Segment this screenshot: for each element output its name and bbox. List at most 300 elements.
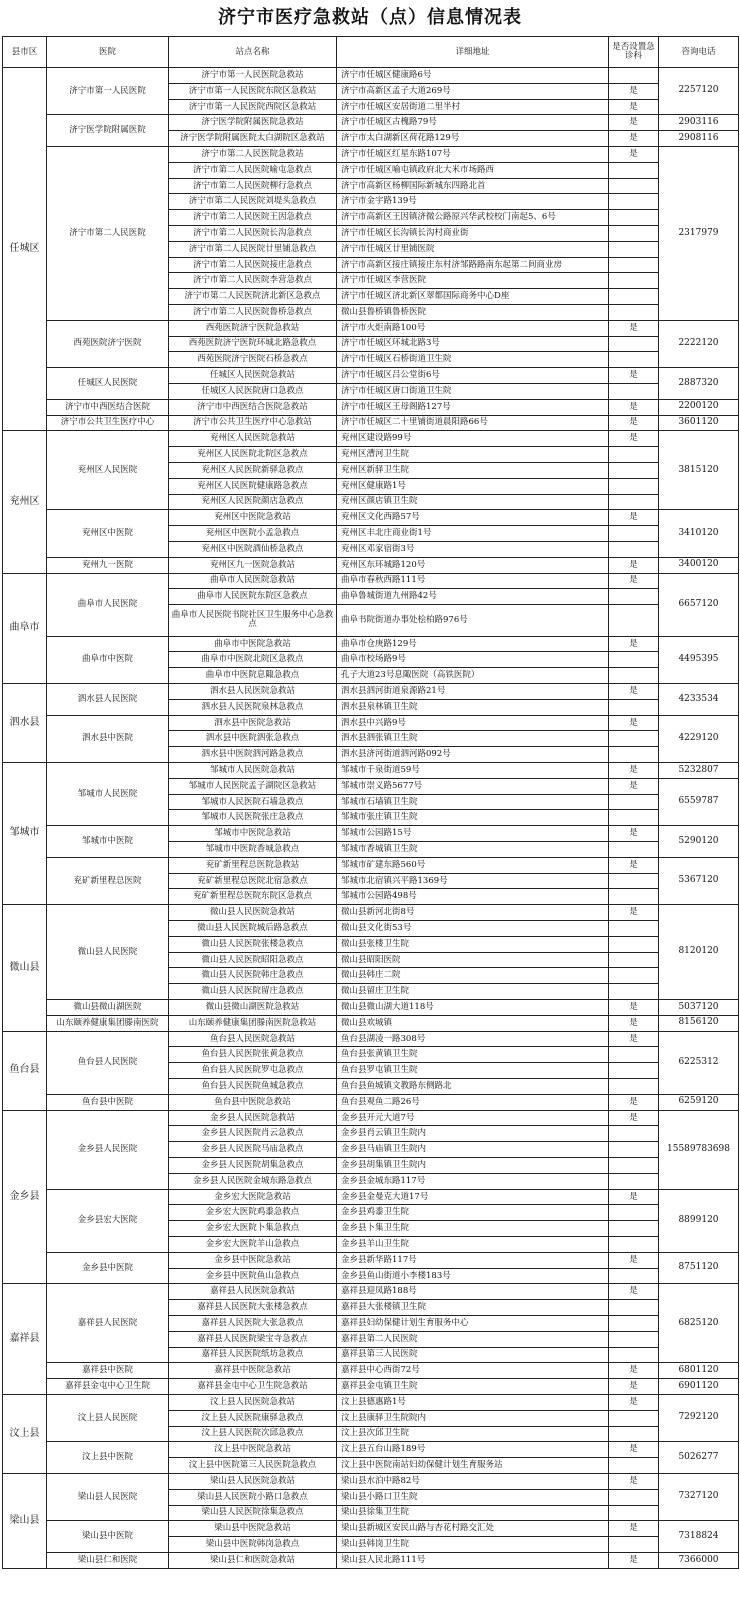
hospital-cell: 梁山县人民医院 bbox=[47, 1473, 169, 1520]
address-cell: 嘉祥县第三人民医院 bbox=[337, 1347, 609, 1363]
address-cell: 鱼台县湖凌一路308号 bbox=[337, 1031, 609, 1047]
address-cell: 济宁市高新区孟子大道269号 bbox=[337, 83, 609, 99]
station-name-cell: 嘉祥县金屯中心卫生院急救站 bbox=[169, 1379, 337, 1395]
table-row bbox=[3, 1363, 739, 1379]
address-cell: 曲阜书院街道办事处桧柏路976号 bbox=[337, 605, 609, 637]
station-name-cell: 济宁医学院附属医院急救站 bbox=[169, 115, 337, 131]
er-cell bbox=[609, 1426, 659, 1442]
phone-cell: 7292120 bbox=[659, 1394, 739, 1441]
address-cell: 嘉祥县第二人民医院 bbox=[337, 1331, 609, 1347]
station-name-cell: 汶上县人民医院次邱急救点 bbox=[169, 1426, 337, 1442]
station-name-cell: 金乡县中医院急救站 bbox=[169, 1252, 337, 1268]
address-cell: 微山县欢城镇 bbox=[337, 1015, 609, 1031]
er-cell: 是 bbox=[609, 115, 659, 131]
station-name-cell: 济宁市第二人民医院李营急救点 bbox=[169, 273, 337, 289]
er-cell: 是 bbox=[609, 368, 659, 384]
er-cell bbox=[609, 889, 659, 905]
address-cell: 汶上县康驿卫生院院内 bbox=[337, 1410, 609, 1426]
address-cell: 济宁市火炬南路100号 bbox=[337, 320, 609, 336]
address-cell: 微山县韩庄二院 bbox=[337, 968, 609, 984]
station-name-cell: 汶上县人民医院康驿急救点 bbox=[169, 1410, 337, 1426]
address-cell: 邹城市石墙镇卫生院 bbox=[337, 794, 609, 810]
station-name-cell: 兖矿新里程总医院急救站 bbox=[169, 857, 337, 873]
er-cell: 是 bbox=[609, 131, 659, 147]
hospital-cell: 嘉祥县金屯中心卫生院 bbox=[47, 1379, 169, 1395]
er-cell: 是 bbox=[609, 557, 659, 573]
address-cell: 邹城市公园路15号 bbox=[337, 826, 609, 842]
station-name-cell: 金乡县人民医院金城东路急救点 bbox=[169, 1173, 337, 1189]
station-name-cell: 鱼台县人民医院罗屯急救点 bbox=[169, 1063, 337, 1079]
address-cell: 邹城市香城镇卫生院 bbox=[337, 842, 609, 858]
er-cell bbox=[609, 699, 659, 715]
table-row bbox=[3, 1110, 739, 1126]
er-cell: 是 bbox=[609, 1442, 659, 1458]
phone-cell: 2257120 bbox=[659, 68, 739, 115]
er-cell: 是 bbox=[609, 320, 659, 336]
station-name-cell: 曲阜市人民医院书院社区卫生服务中心急救点 bbox=[169, 605, 337, 637]
hospital-cell: 鱼台县中医院 bbox=[47, 1094, 169, 1110]
station-name-cell: 微山县人民医院留庄急救点 bbox=[169, 984, 337, 1000]
phone-cell: 2887320 bbox=[659, 368, 739, 400]
station-name-cell: 嘉祥县人民医院梁宝寺急救点 bbox=[169, 1331, 337, 1347]
table-row bbox=[3, 1094, 739, 1110]
er-cell: 是 bbox=[609, 715, 659, 731]
phone-cell: 15589783698 bbox=[659, 1110, 739, 1189]
phone-cell: 6801120 bbox=[659, 1363, 739, 1379]
table-row bbox=[3, 146, 739, 162]
er-cell bbox=[609, 1047, 659, 1063]
hospital-cell: 济宁医学院附属医院 bbox=[47, 115, 169, 147]
er-cell bbox=[609, 1300, 659, 1316]
hospital-cell: 济宁市第一人民医院 bbox=[47, 68, 169, 115]
address-cell: 梁山县水泊中路82号 bbox=[337, 1473, 609, 1489]
page-title: 济宁市医疗急救站（点）信息情况表 bbox=[218, 7, 522, 28]
phone-cell: 6901120 bbox=[659, 1379, 739, 1395]
station-name-cell: 兖州区人民医院健康路急救点 bbox=[169, 478, 337, 494]
station-name-cell: 济宁市第一人民医院西院区急救站 bbox=[169, 99, 337, 115]
county-cell: 任城区 bbox=[3, 68, 47, 431]
er-cell: 是 bbox=[609, 83, 659, 99]
address-cell: 金乡县马庙镇卫生院内 bbox=[337, 1142, 609, 1158]
station-name-cell: 微山县人民医院张楼急救点 bbox=[169, 936, 337, 952]
address-cell: 泗水县泗河街道泉源路21号 bbox=[337, 684, 609, 700]
station-name-cell: 兖州区人民医院急救站 bbox=[169, 431, 337, 447]
hospital-cell: 金乡县中医院 bbox=[47, 1252, 169, 1284]
station-name-cell: 梁山县人民医院小路口急救点 bbox=[169, 1489, 337, 1505]
address-cell: 兖州区邓家宿街3号 bbox=[337, 541, 609, 557]
er-cell bbox=[609, 162, 659, 178]
table-row bbox=[3, 1252, 739, 1268]
er-cell bbox=[609, 225, 659, 241]
address-cell: 济宁市任城区红星东路107号 bbox=[337, 146, 609, 162]
phone-cell: 6825120 bbox=[659, 1284, 739, 1363]
table-row bbox=[3, 1031, 739, 1047]
station-name-cell: 任城区人民医院唐口急救点 bbox=[169, 383, 337, 399]
header-station: 站点名称 bbox=[169, 37, 337, 68]
phone-cell: 5290120 bbox=[659, 826, 739, 858]
station-name-cell: 兖矿新里程总医院东院区急救点 bbox=[169, 889, 337, 905]
station-name-cell: 济宁市第二人民医院柳行急救点 bbox=[169, 178, 337, 194]
address-cell: 兖州区颜店镇卫生院 bbox=[337, 494, 609, 510]
er-cell bbox=[609, 1173, 659, 1189]
address-cell: 济宁市高新区接庄镇接庄东村济邹路路南东起第二间商业房 bbox=[337, 257, 609, 273]
station-name-cell: 梁山县中医院急救站 bbox=[169, 1521, 337, 1537]
table-row bbox=[3, 1015, 739, 1031]
station-name-cell: 鱼台县中医院急救站 bbox=[169, 1094, 337, 1110]
address-cell: 微山县文化街53号 bbox=[337, 921, 609, 937]
er-cell bbox=[609, 273, 659, 289]
hospital-cell: 邹城市中医院 bbox=[47, 826, 169, 858]
station-name-cell: 任城区人民医院急救站 bbox=[169, 368, 337, 384]
address-cell: 济宁市任城区喻屯镇政府北大米市场路西 bbox=[337, 162, 609, 178]
table-row bbox=[3, 636, 739, 652]
er-cell bbox=[609, 1142, 659, 1158]
address-cell: 曲阜市仓庚路129号 bbox=[337, 636, 609, 652]
phone-cell: 3601120 bbox=[659, 415, 739, 431]
station-name-cell: 微山县人民医院急救站 bbox=[169, 905, 337, 921]
address-cell: 邹城市张庄镇卫生院 bbox=[337, 810, 609, 826]
er-cell bbox=[609, 984, 659, 1000]
station-name-cell: 兖州区人民医院新驿急救点 bbox=[169, 462, 337, 478]
address-cell: 嘉祥县迎凤路188号 bbox=[337, 1284, 609, 1300]
hospital-cell: 曲阜市中医院 bbox=[47, 636, 169, 683]
address-cell: 兖州区漕河卫生院 bbox=[337, 447, 609, 463]
address-cell: 济宁市任城区济北新区翠都国际商务中心D座 bbox=[337, 289, 609, 305]
er-cell bbox=[609, 794, 659, 810]
hospital-cell: 西苑医院济宁医院 bbox=[47, 320, 169, 367]
station-name-cell: 邹城市人民医院孟子湖院区急救站 bbox=[169, 778, 337, 794]
address-cell: 济宁市任城区环城北路3号 bbox=[337, 336, 609, 352]
station-name-cell: 曲阜市人民医院急救站 bbox=[169, 573, 337, 589]
phone-cell: 5037120 bbox=[659, 1000, 739, 1016]
hospital-cell: 鱼台县人民医院 bbox=[47, 1031, 169, 1094]
hospital-cell: 金乡县宏大医院 bbox=[47, 1189, 169, 1252]
station-name-cell: 济宁市第一人民医院东院区急救站 bbox=[169, 83, 337, 99]
station-name-cell: 金乡县人民医院马庙急救点 bbox=[169, 1142, 337, 1158]
station-name-cell: 汶上县中医院急救站 bbox=[169, 1442, 337, 1458]
hospital-cell: 曲阜市人民医院 bbox=[47, 573, 169, 636]
address-cell: 汶上县中医院南站妇幼保健计划生育服务站 bbox=[337, 1458, 609, 1474]
station-name-cell: 泗水县人民医院泉林急救点 bbox=[169, 699, 337, 715]
er-cell bbox=[609, 478, 659, 494]
er-cell: 是 bbox=[609, 1473, 659, 1489]
address-cell: 济宁市任城区唐口街道卫生院 bbox=[337, 383, 609, 399]
er-cell: 是 bbox=[609, 826, 659, 842]
station-name-cell: 邹城市人民医院石墙急救点 bbox=[169, 794, 337, 810]
phone-cell: 3815120 bbox=[659, 431, 739, 510]
station-name-cell: 济宁市第二人民医院长沟急救点 bbox=[169, 225, 337, 241]
address-cell: 金乡县新华路117号 bbox=[337, 1252, 609, 1268]
er-cell bbox=[609, 873, 659, 889]
station-name-cell: 鱼台县人民医院急救站 bbox=[169, 1031, 337, 1047]
er-cell bbox=[609, 178, 659, 194]
er-cell bbox=[609, 668, 659, 684]
station-name-cell: 济宁市第一人民医院急救站 bbox=[169, 68, 337, 84]
station-name-cell: 泗水县人民医院急救站 bbox=[169, 684, 337, 700]
station-name-cell: 济宁医学院附属医院太白湖院区急救站 bbox=[169, 131, 337, 147]
address-cell: 邹城市北宿镇兴平路1369号 bbox=[337, 873, 609, 889]
address-cell: 鱼台县鱼城镇文教路东侧路北 bbox=[337, 1079, 609, 1095]
er-cell bbox=[609, 1458, 659, 1474]
address-cell: 邹城市崇义路5677号 bbox=[337, 778, 609, 794]
address-cell: 微山县留庄卫生院 bbox=[337, 984, 609, 1000]
county-cell: 曲阜市 bbox=[3, 573, 47, 684]
er-cell bbox=[609, 1126, 659, 1142]
er-cell bbox=[609, 257, 659, 273]
hospital-cell: 微山县微山湖医院 bbox=[47, 1000, 169, 1016]
station-name-cell: 西苑医院济宁医院石桥急救点 bbox=[169, 352, 337, 368]
er-cell bbox=[609, 336, 659, 352]
station-name-cell: 济宁市第二人民医院刘堤头急救点 bbox=[169, 194, 337, 210]
county-cell: 嘉祥县 bbox=[3, 1284, 47, 1395]
er-cell bbox=[609, 541, 659, 557]
station-name-cell: 兖州区人民医院北院区急救点 bbox=[169, 447, 337, 463]
phone-cell: 2903116 bbox=[659, 115, 739, 131]
header-hospital: 医院 bbox=[47, 37, 169, 68]
county-cell: 梁山县 bbox=[3, 1473, 47, 1568]
county-cell: 兖州区 bbox=[3, 431, 47, 573]
er-cell: 是 bbox=[609, 684, 659, 700]
station-name-cell: 汶上县中医院第三人民医院急救点 bbox=[169, 1458, 337, 1474]
er-cell bbox=[609, 1221, 659, 1237]
hospital-cell: 济宁市第二人民医院 bbox=[47, 146, 169, 320]
table-row bbox=[3, 415, 739, 431]
hospital-cell: 汶上县人民医院 bbox=[47, 1394, 169, 1441]
phone-cell: 3410120 bbox=[659, 510, 739, 557]
phone-cell: 2222120 bbox=[659, 320, 739, 367]
er-cell: 是 bbox=[609, 763, 659, 779]
address-cell: 济宁市任城区李营医院 bbox=[337, 273, 609, 289]
er-cell bbox=[609, 1205, 659, 1221]
table-row bbox=[3, 115, 739, 131]
er-cell: 是 bbox=[609, 573, 659, 589]
er-cell bbox=[609, 352, 659, 368]
table-row bbox=[3, 573, 739, 589]
station-name-cell: 西苑医院济宁医院急救站 bbox=[169, 320, 337, 336]
address-cell: 梁山县韩岗卫生院 bbox=[337, 1537, 609, 1553]
station-name-cell: 微山县人民医院城后路急救点 bbox=[169, 921, 337, 937]
address-cell: 梁山县徐集卫生院 bbox=[337, 1505, 609, 1521]
address-cell: 兖州区新驿卫生院 bbox=[337, 462, 609, 478]
station-name-cell: 梁山县人民医院徐集急救点 bbox=[169, 1505, 337, 1521]
phone-cell: 8120120 bbox=[659, 905, 739, 1000]
er-cell bbox=[609, 1236, 659, 1252]
er-cell bbox=[609, 210, 659, 226]
er-cell bbox=[609, 921, 659, 937]
address-cell: 邹城市千泉街道59号 bbox=[337, 763, 609, 779]
station-name-cell: 泗水县中医院泗河路急救点 bbox=[169, 747, 337, 763]
address-cell: 济宁市任城区王母阁路127号 bbox=[337, 399, 609, 415]
address-cell: 金乡县卜集卫生院 bbox=[337, 1221, 609, 1237]
station-name-cell: 梁山县仁和医院急救站 bbox=[169, 1552, 337, 1568]
er-cell bbox=[609, 1489, 659, 1505]
er-cell bbox=[609, 289, 659, 305]
er-cell: 是 bbox=[609, 636, 659, 652]
address-cell: 济宁市高新区王因镇济微公路原兴华武校校门南起5、6号 bbox=[337, 210, 609, 226]
table-row bbox=[3, 431, 739, 447]
station-name-cell: 金乡宏大医院急救站 bbox=[169, 1189, 337, 1205]
table-row bbox=[3, 763, 739, 779]
station-name-cell: 金乡宏大医院鸡黍急救点 bbox=[169, 1205, 337, 1221]
header-address: 详细地址 bbox=[337, 37, 609, 68]
address-cell: 汶上县次邱卫生院 bbox=[337, 1426, 609, 1442]
header-county: 县市区 bbox=[3, 37, 47, 68]
er-cell: 是 bbox=[609, 1363, 659, 1379]
station-name-cell: 西苑医院济宁医院环城北路急救点 bbox=[169, 336, 337, 352]
er-cell bbox=[609, 194, 659, 210]
phone-cell: 6259120 bbox=[659, 1094, 739, 1110]
address-cell: 鱼台县张黄镇卫生院 bbox=[337, 1047, 609, 1063]
er-cell: 是 bbox=[609, 1552, 659, 1568]
address-cell: 兖州区健康路1号 bbox=[337, 478, 609, 494]
station-name-cell: 梁山县中医院韩岗急救点 bbox=[169, 1537, 337, 1553]
county-cell: 金乡县 bbox=[3, 1110, 47, 1284]
station-name-cell: 泗水县中医院泗张急救点 bbox=[169, 731, 337, 747]
station-name-cell: 金乡宏大医院羊山急救点 bbox=[169, 1236, 337, 1252]
er-cell bbox=[609, 731, 659, 747]
address-cell: 兖州区丰北庄商业街1号 bbox=[337, 526, 609, 542]
hospital-cell: 任城区人民医院 bbox=[47, 368, 169, 400]
er-cell bbox=[609, 1063, 659, 1079]
er-cell: 是 bbox=[609, 415, 659, 431]
header-er: 是否设置急诊科 bbox=[609, 37, 659, 68]
address-cell: 鱼台县观鱼二路26号 bbox=[337, 1094, 609, 1110]
phone-cell: 8751120 bbox=[659, 1252, 739, 1284]
address-cell: 兖州区东环城路120号 bbox=[337, 557, 609, 573]
station-name-cell: 金乡县人民医院肖云急救点 bbox=[169, 1126, 337, 1142]
table-row bbox=[3, 1284, 739, 1300]
station-name-cell: 邹城市中医院香城急救点 bbox=[169, 842, 337, 858]
hospital-cell: 邹城市人民医院 bbox=[47, 763, 169, 826]
phone-cell: 6657120 bbox=[659, 573, 739, 636]
hospital-cell: 汶上县中医院 bbox=[47, 1442, 169, 1474]
table-row bbox=[3, 557, 739, 573]
er-cell: 是 bbox=[609, 399, 659, 415]
table-row bbox=[3, 1189, 739, 1205]
er-cell: 是 bbox=[609, 1031, 659, 1047]
er-cell bbox=[609, 447, 659, 463]
address-cell: 金乡县金城东路117号 bbox=[337, 1173, 609, 1189]
er-cell: 是 bbox=[609, 1110, 659, 1126]
phone-cell: 5026277 bbox=[659, 1442, 739, 1474]
stations-table bbox=[2, 36, 739, 1569]
station-name-cell: 济宁市第二人民医院接庄急救点 bbox=[169, 257, 337, 273]
address-cell: 泗水县泗张镇卫生院 bbox=[337, 731, 609, 747]
address-cell: 微山县鲁桥镇鲁桥医院 bbox=[337, 304, 609, 320]
er-cell: 是 bbox=[609, 1394, 659, 1410]
er-cell bbox=[609, 1157, 659, 1173]
er-cell: 是 bbox=[609, 1252, 659, 1268]
hospital-cell: 山东颐养健康集团滕南医院 bbox=[47, 1015, 169, 1031]
phone-cell: 2317979 bbox=[659, 146, 739, 320]
er-cell: 是 bbox=[609, 1000, 659, 1016]
station-name-cell: 曲阜市人民医院东院区急救点 bbox=[169, 589, 337, 605]
station-name-cell: 微山县人民医院韩庄急救点 bbox=[169, 968, 337, 984]
station-name-cell: 济宁市第二人民医院廿里铺急救点 bbox=[169, 241, 337, 257]
address-cell: 金乡县鱼山街道小李楼183号 bbox=[337, 1268, 609, 1284]
hospital-cell: 兖州区人民医院 bbox=[47, 431, 169, 510]
address-cell: 嘉祥县大张楼镇卫生院 bbox=[337, 1300, 609, 1316]
er-cell bbox=[609, 462, 659, 478]
table-row bbox=[3, 1394, 739, 1410]
er-cell bbox=[609, 652, 659, 668]
address-cell: 鱼台县罗屯镇卫生院 bbox=[337, 1063, 609, 1079]
address-cell: 嘉祥县金屯镇卫生院 bbox=[337, 1379, 609, 1395]
phone-cell: 3400120 bbox=[659, 557, 739, 573]
address-cell: 济宁市任城区廿里铺医院 bbox=[337, 241, 609, 257]
er-cell: 是 bbox=[609, 778, 659, 794]
table-row bbox=[3, 1473, 739, 1489]
er-cell bbox=[609, 1331, 659, 1347]
address-cell: 泗水县泉林镇卫生院 bbox=[337, 699, 609, 715]
address-cell: 嘉祥县中心西街72号 bbox=[337, 1363, 609, 1379]
hospital-cell: 嘉祥县人民医院 bbox=[47, 1284, 169, 1363]
er-cell: 是 bbox=[609, 1521, 659, 1537]
address-cell: 微山县新河北街8号 bbox=[337, 905, 609, 921]
address-cell: 曲阜市春秋西路111号 bbox=[337, 573, 609, 589]
address-cell: 梁山县新城区安民山路与杏花村路交汇处 bbox=[337, 1521, 609, 1537]
table-row bbox=[3, 857, 739, 873]
table-row bbox=[3, 1521, 739, 1537]
er-cell bbox=[609, 526, 659, 542]
station-name-cell: 济宁市第二人民医院王因急救点 bbox=[169, 210, 337, 226]
er-cell: 是 bbox=[609, 1015, 659, 1031]
station-name-cell: 嘉祥县中医院急救站 bbox=[169, 1363, 337, 1379]
county-cell: 微山县 bbox=[3, 905, 47, 1031]
station-name-cell: 微山县人民医院昭阳急救点 bbox=[169, 952, 337, 968]
phone-cell: 6225312 bbox=[659, 1031, 739, 1094]
er-cell: 是 bbox=[609, 1189, 659, 1205]
station-name-cell: 兖州区人民医院颜店急救点 bbox=[169, 494, 337, 510]
address-cell: 泗水县中兴路9号 bbox=[337, 715, 609, 731]
er-cell bbox=[609, 68, 659, 84]
station-name-cell: 济宁市第二人民医院济北新区急救点 bbox=[169, 289, 337, 305]
address-cell: 济宁市太白湖新区荷花路129号 bbox=[337, 131, 609, 147]
address-cell: 泗水县济河街道泗河路092号 bbox=[337, 747, 609, 763]
table-body bbox=[3, 68, 739, 1569]
phone-cell: 6559787 bbox=[659, 778, 739, 825]
table-row bbox=[3, 826, 739, 842]
station-name-cell: 济宁市第二人民医院鲁桥急救点 bbox=[169, 304, 337, 320]
station-name-cell: 金乡宏大医院卜集急救点 bbox=[169, 1221, 337, 1237]
address-cell: 孔子大道23号息陬医院（高铁医院） bbox=[337, 668, 609, 684]
er-cell bbox=[609, 494, 659, 510]
er-cell bbox=[609, 241, 659, 257]
hospital-cell: 泗水县中医院 bbox=[47, 715, 169, 762]
county-cell: 邹城市 bbox=[3, 763, 47, 905]
phone-cell: 4229120 bbox=[659, 715, 739, 762]
er-cell: 是 bbox=[609, 510, 659, 526]
address-cell: 邹城市矿建东路560号 bbox=[337, 857, 609, 873]
er-cell: 是 bbox=[609, 99, 659, 115]
hospital-cell: 兖州区中医院 bbox=[47, 510, 169, 557]
address-cell: 金乡县胡集镇卫生院内 bbox=[337, 1157, 609, 1173]
er-cell bbox=[609, 1347, 659, 1363]
hospital-cell: 梁山县中医院 bbox=[47, 1521, 169, 1553]
er-cell: 是 bbox=[609, 1284, 659, 1300]
address-cell: 嘉祥县妇幼保健计划生育服务中心 bbox=[337, 1315, 609, 1331]
er-cell bbox=[609, 1268, 659, 1284]
station-name-cell: 金乡县人民医院胡集急救点 bbox=[169, 1157, 337, 1173]
station-name-cell: 微山县微山湖医院急救站 bbox=[169, 1000, 337, 1016]
address-cell: 曲阜鲁城街道九州路42号 bbox=[337, 589, 609, 605]
address-cell: 济宁市任城区长沟镇长沟村商业街 bbox=[337, 225, 609, 241]
phone-cell: 8156120 bbox=[659, 1015, 739, 1031]
station-name-cell: 邹城市中医院急救站 bbox=[169, 826, 337, 842]
station-name-cell: 兖州区九一医院急救站 bbox=[169, 557, 337, 573]
table-row bbox=[3, 320, 739, 336]
hospital-cell: 兖州九一医院 bbox=[47, 557, 169, 573]
